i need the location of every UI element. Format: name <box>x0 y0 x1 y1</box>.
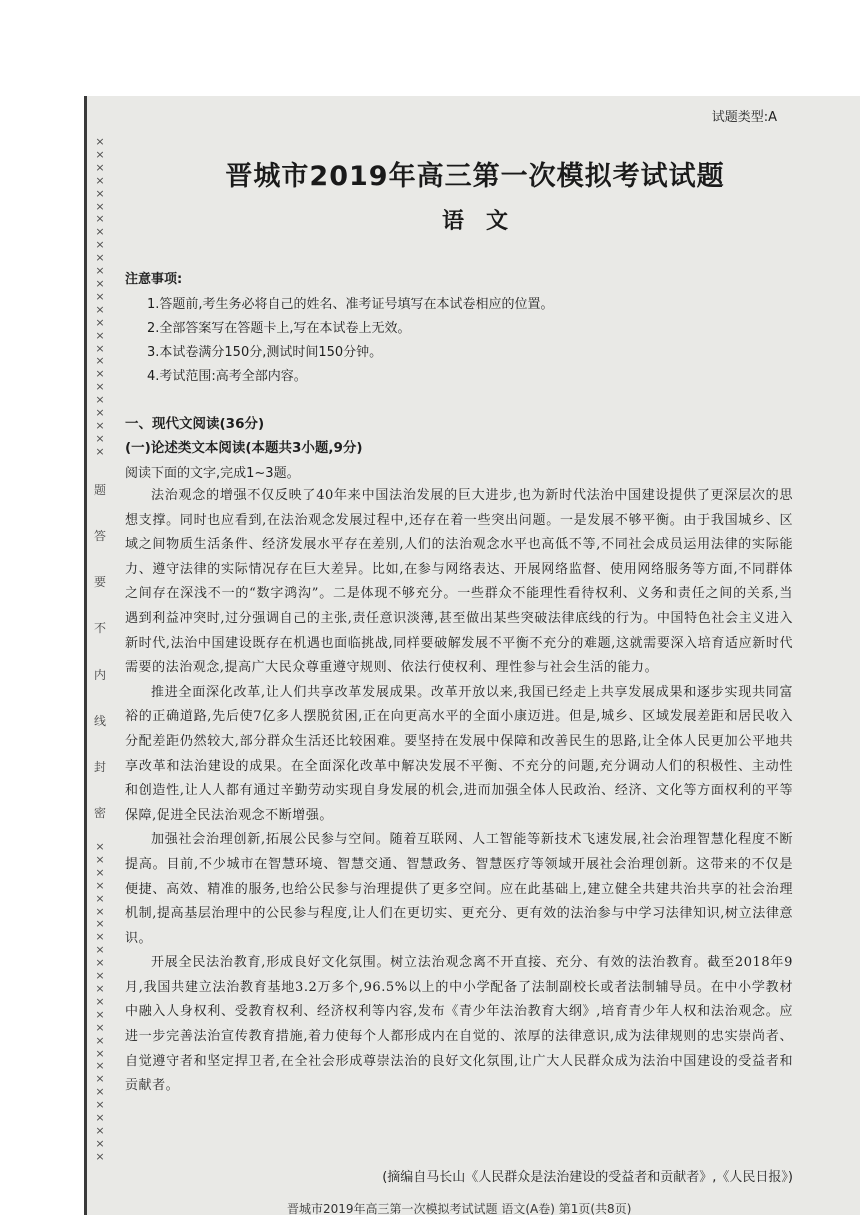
binding-x-mark: × <box>95 393 105 407</box>
page-footer: 晋城市2019年高三第一次模拟考试试题 语文(A卷) 第1页(共8页) <box>287 1202 632 1215</box>
binding-x-mark: × <box>95 904 105 918</box>
article-paragraph: 开展全民法治教育,形成良好文化氛围。树立法治观念离不开直接、充分、有效的法治教育。截至2018年9月,我国共建立法治教育基地3.2万多个,96.5%以上的中小学配备了法制副校长或者法制辅导员。在中小学教材中融入人身权利、受教育权利、经济权利等内容,发布《青少年法治教育大纲》,培育青少年人权和法治观念。应进一步完善法治宣传教育措施,着力使每个人都形成内在自觉的、浓厚的法律意识,成为法律规则的忠实崇尚者、自觉遵守者和坚定捍卫者,在全社会形成尊崇法治的良好文化氛围,让广大人民群众成为法治中国建设的受益者和贡献者。 <box>125 955 793 1094</box>
notice-item: 1.答题前,考生务必将自己的姓名、准考证号填写在本试卷相应的位置。 <box>147 297 554 312</box>
binding-x-mark: × <box>95 878 105 892</box>
notice-block <box>125 268 825 389</box>
binding-x-mark: × <box>95 1046 105 1060</box>
binding-x-mark: × <box>95 1033 105 1047</box>
seal-word: 题 <box>93 483 106 497</box>
binding-x-mark: × <box>95 264 105 278</box>
binding-x-mark: × <box>95 969 105 983</box>
binding-x-mark: × <box>95 1123 105 1137</box>
binding-x-mark: × <box>95 354 105 368</box>
seal-line-words <box>92 481 108 821</box>
binding-x-mark: × <box>95 930 105 944</box>
seal-word: 不 <box>93 621 106 636</box>
seal-word: 要 <box>93 575 106 590</box>
binding-x-mark: × <box>95 917 105 931</box>
binding-x-mark: × <box>95 865 105 879</box>
binding-x-mark: × <box>95 160 105 174</box>
article-body <box>125 484 793 1099</box>
article-paragraph: 法治观念的增强不仅反映了40年来中国法治发展的巨大进步,也为新时代法治中国建设提供了更深层次的思想支撑。同时也应看到,在法治观念发展过程中,还存在着一些突出问题。一是发展不够平衡。由于我国城乡、区域之间物质生活条件、经济发展水平存在差别,人们的法治观念水平也高低不等,不同社会成员运用法律的实际能力、遵守法律的实际情况存在巨大差异。比如,在参与网络表达、开展网络监督、使用网络服务等方面,不同群体之间存在深浅不一的“数字鸿沟”。二是体现不够充分。一些群众不能理性看待权利、义务和责任之间的关系,当遇到利益冲突时,过分强调自己的主张,责任意识淡薄,甚至做出某些突破法律底线的行为。中国特色社会主义进入新时代,法治中国建设既存在机遇也面临挑战,同样要破解发展不平衡不充分的难题,这就需要深入培育适应新时代需要的法治观念,提高广大民众尊重遵守规则、依法行使权利、理性参与社会生活的能力。 <box>125 488 793 676</box>
binding-margin <box>92 136 108 1176</box>
binding-x-mark: × <box>95 956 105 970</box>
binding-x-mark: × <box>95 136 105 148</box>
notice-item: 2.全部答案写在答题卡上,写在本试卷上无效。 <box>147 321 411 336</box>
binding-x-mark: × <box>95 943 105 957</box>
binding-x-mark: × <box>95 444 105 456</box>
subsection-heading: (一)论述类文本阅读(本题共3小题,9分) <box>125 440 363 456</box>
binding-x-mark: × <box>95 1136 105 1150</box>
binding-x-mark: × <box>95 186 105 200</box>
binding-x-mark: × <box>95 328 105 342</box>
seal-word: 内 <box>93 667 106 682</box>
seal-word: 封 <box>93 759 106 774</box>
notice-item: 4.考试范围:高考全部内容。 <box>147 369 307 384</box>
binding-x-mark: × <box>95 852 105 866</box>
subject-title: 语文 <box>441 209 530 234</box>
binding-x-mark: × <box>95 302 105 316</box>
binding-x-mark: × <box>95 315 105 329</box>
binding-x-mark: × <box>95 406 105 420</box>
binding-x-mark: × <box>95 841 105 853</box>
binding-x-mark: × <box>95 276 105 290</box>
article-paragraph: 推进全面深化改革,让人们共享改革发展成果。改革开放以来,我国已经走上共享发展成果和逐步实现共同富裕的正确道路,先后使7亿多人摆脱贫困,正在向更高水平的全面小康迈进。但是,城乡、区域发展差距和居民收入分配差距仍然较大,部分群众生活还比较困难。要坚持在发展中保障和改善民生的思路,让全体人民更加公平地共享改革和法治建设的成果。在全面深化改革中解决发展不平衡、不充分的问题,充分调动人们的积极性、主动性和创造性,让人人都有通过辛勤劳动实现自身发展的机会,进而加强全体人民政治、经济、文化等方面权利的平等保障,促进全民法治观念不断增强。 <box>125 684 793 823</box>
exam-title: 晋城市2019年高三第一次模拟考试试题 <box>225 161 725 192</box>
binding-x-mark: × <box>95 994 105 1008</box>
binding-x-mark: × <box>95 212 105 226</box>
notice-heading: 注意事项: <box>125 272 183 287</box>
binding-x-mark: × <box>95 173 105 187</box>
binding-x-mark: × <box>95 1020 105 1034</box>
binding-x-mark: × <box>95 1085 105 1099</box>
binding-x-mark: × <box>95 147 105 161</box>
binding-x-mark: × <box>95 981 105 995</box>
binding-x-mark: × <box>95 367 105 381</box>
seal-word: 密 <box>93 805 106 820</box>
binding-x-mark: × <box>95 199 105 213</box>
binding-x-mark: × <box>95 1111 105 1125</box>
binding-x-mark: × <box>95 431 105 445</box>
seal-word: 答 <box>93 529 106 544</box>
reading-instruction: 阅读下面的文字,完成1~3题。 <box>125 466 300 481</box>
binding-x-mark: × <box>95 289 105 303</box>
binding-x-mark: × <box>95 1007 105 1021</box>
binding-x-mark: × <box>95 1059 105 1073</box>
paper-type-label: 试题类型:A <box>711 110 777 125</box>
binding-x-mark: × <box>95 1072 105 1086</box>
binding-x-mark: × <box>95 251 105 265</box>
exam-paper <box>84 96 860 1215</box>
article-paragraph: 加强社会治理创新,拓展公民参与空间。随着互联网、人工智能等新技术飞速发展,社会治理智慧化程度不断提高。目前,不少城市在智慧环境、智慧交通、智慧政务、智慧医疗等领域开展社会治理创新。这带来的不仅是便捷、高效、精准的服务,也给公民参与治理提供了更多空间。应在此基础上,建立健全共建共治共享的社会治理机制,提高基层治理中的公民参与程度,让人们在更切实、更充分、更有效的法治参与中学习法律知识,树立法律意识。 <box>125 832 793 946</box>
binding-x-marks-bottom <box>92 841 108 1171</box>
section-heading: 一、现代文阅读(36分) <box>125 416 265 432</box>
seal-word: 线 <box>93 713 106 728</box>
article-source: (摘编自马长山《人民群众是法治建设的受益者和贡献者》,《人民日报》) <box>382 1170 793 1185</box>
binding-x-mark: × <box>95 225 105 239</box>
binding-x-mark: × <box>95 341 105 355</box>
binding-x-mark: × <box>95 418 105 432</box>
binding-x-mark: × <box>95 1149 105 1163</box>
binding-x-mark: × <box>95 238 105 252</box>
binding-x-mark: × <box>95 1098 105 1112</box>
binding-x-mark: × <box>95 380 105 394</box>
notice-item: 3.本试卷满分150分,测试时间150分钟。 <box>147 345 383 360</box>
binding-x-mark: × <box>95 891 105 905</box>
